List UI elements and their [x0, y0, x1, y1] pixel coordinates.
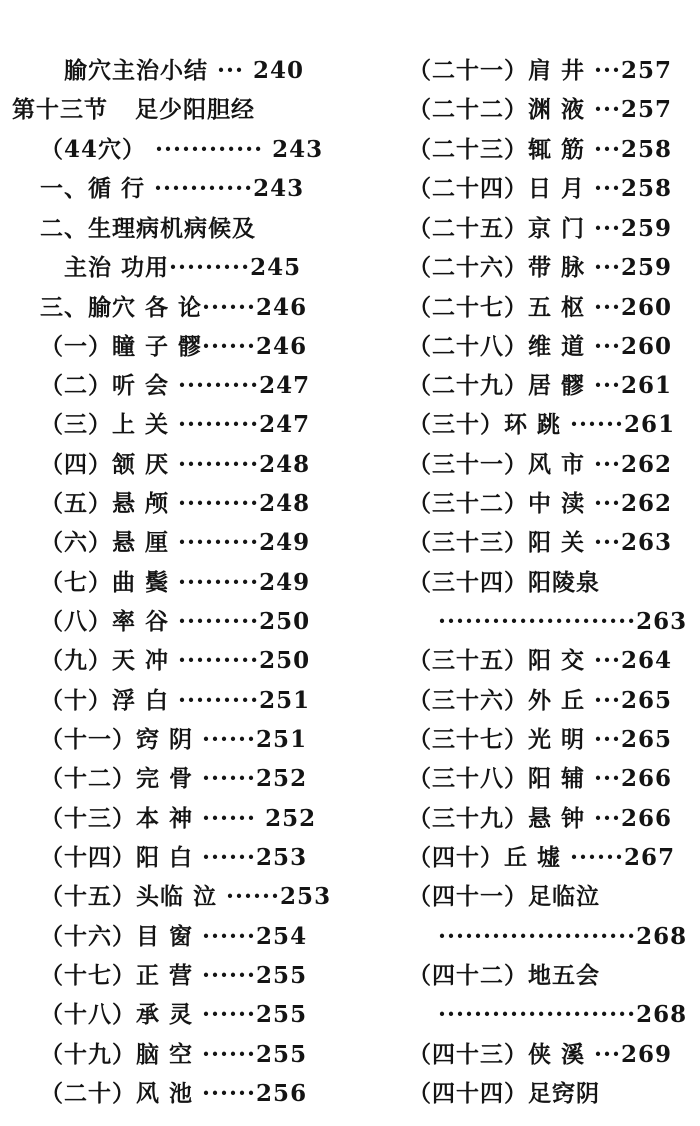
- toc-entry: （三十八）阳 辅 ···266: [408, 765, 673, 792]
- toc-entry: （四十）丘 墟 ······267: [408, 844, 676, 871]
- toc-entry: （二十五）京 门 ···259: [408, 215, 673, 242]
- toc-entry: （十四）阳 白 ······253: [40, 844, 308, 871]
- toc-entry: （十三）本 神 ······ 252: [40, 805, 317, 832]
- toc-entry: （二十九）居 髎 ···261: [408, 372, 673, 399]
- toc-entry: （三十三）阳 关 ···263: [408, 529, 673, 556]
- toc-entry: （三十）环 跳 ······261: [408, 411, 676, 438]
- toc-entry: 主治 功用·········245: [64, 254, 302, 281]
- toc-entry: （二十六）带 脉 ···259: [408, 254, 673, 281]
- toc-entry: （十七）正 营 ······255: [40, 962, 308, 989]
- toc-entry: （四十一）足临泣: [408, 883, 600, 910]
- toc-entry: （十五）头临 泣 ······253: [40, 883, 332, 910]
- toc-entry: （一）瞳 子 髎······246: [40, 333, 308, 360]
- toc-entry: （四十四）足窍阴: [408, 1080, 600, 1107]
- toc-entry: （十八）承 灵 ······255: [40, 1001, 308, 1028]
- toc-entry-continuation: ······················268: [438, 923, 688, 950]
- toc-entry: （九）天 冲 ·········250: [40, 647, 311, 674]
- toc-entry: （五）悬 颅 ·········248: [40, 490, 311, 517]
- toc-entry: （七）曲 鬓 ·········249: [40, 569, 311, 596]
- toc-entry: （三十九）悬 钟 ···266: [408, 805, 673, 832]
- toc-entry: 三、腧穴 各 论······246: [40, 294, 308, 321]
- toc-entry: （二十七）五 枢 ···260: [408, 294, 673, 321]
- toc-entry-continuation: ······················268: [438, 1001, 688, 1028]
- toc-entry: （四）颔 厌 ·········248: [40, 451, 311, 478]
- toc-entry: （二十一）肩 井 ···257: [408, 57, 673, 84]
- toc-entry: （三十四）阳陵泉: [408, 569, 600, 596]
- toc-entry: （二十八）维 道 ···260: [408, 333, 673, 360]
- toc-entry: （二十三）辄 筋 ···258: [408, 136, 673, 163]
- toc-entry: （三十六）外 丘 ···265: [408, 687, 673, 714]
- toc-entry: （四十三）侠 溪 ···269: [408, 1041, 673, 1068]
- toc-entry: 二、生理病机病候及: [40, 215, 256, 242]
- toc-entry: 一、循 行 ···········243: [40, 175, 305, 202]
- section-heading: 第十三节 足少阳胆经: [12, 96, 256, 123]
- toc-entry: （三）上 关 ·········247: [40, 411, 311, 438]
- toc-entry: （四十二）地五会: [408, 962, 600, 989]
- toc-entry: （十一）窍 阴 ······251: [40, 726, 308, 753]
- toc-entry: （二十二）渊 液 ···257: [408, 96, 673, 123]
- toc-entry: （二十四）日 月 ···258: [408, 175, 673, 202]
- toc-entry: （二）听 会 ·········247: [40, 372, 311, 399]
- toc-entry: （三十一）风 市 ···262: [408, 451, 673, 478]
- toc-entry: （十九）脑 空 ······255: [40, 1041, 308, 1068]
- toc-entry: （44穴） ············ 243: [40, 136, 324, 163]
- toc-entry: （十二）完 骨 ······252: [40, 765, 308, 792]
- toc-entry: （十）浮 白 ·········251: [40, 687, 311, 714]
- toc-entry: （二十）风 池 ······256: [40, 1080, 308, 1107]
- toc-entry: （十六）目 窗 ······254: [40, 923, 308, 950]
- toc-entry-continuation: ······················263: [438, 608, 688, 635]
- toc-entry: （六）悬 厘 ·········249: [40, 529, 311, 556]
- toc-entry: （三十五）阳 交 ···264: [408, 647, 673, 674]
- toc-entry: （三十七）光 明 ···265: [408, 726, 673, 753]
- toc-entry: （三十二）中 渎 ···262: [408, 490, 673, 517]
- toc-entry: 腧穴主治小结 ··· 240: [64, 57, 305, 84]
- toc-entry: （八）率 谷 ·········250: [40, 608, 311, 635]
